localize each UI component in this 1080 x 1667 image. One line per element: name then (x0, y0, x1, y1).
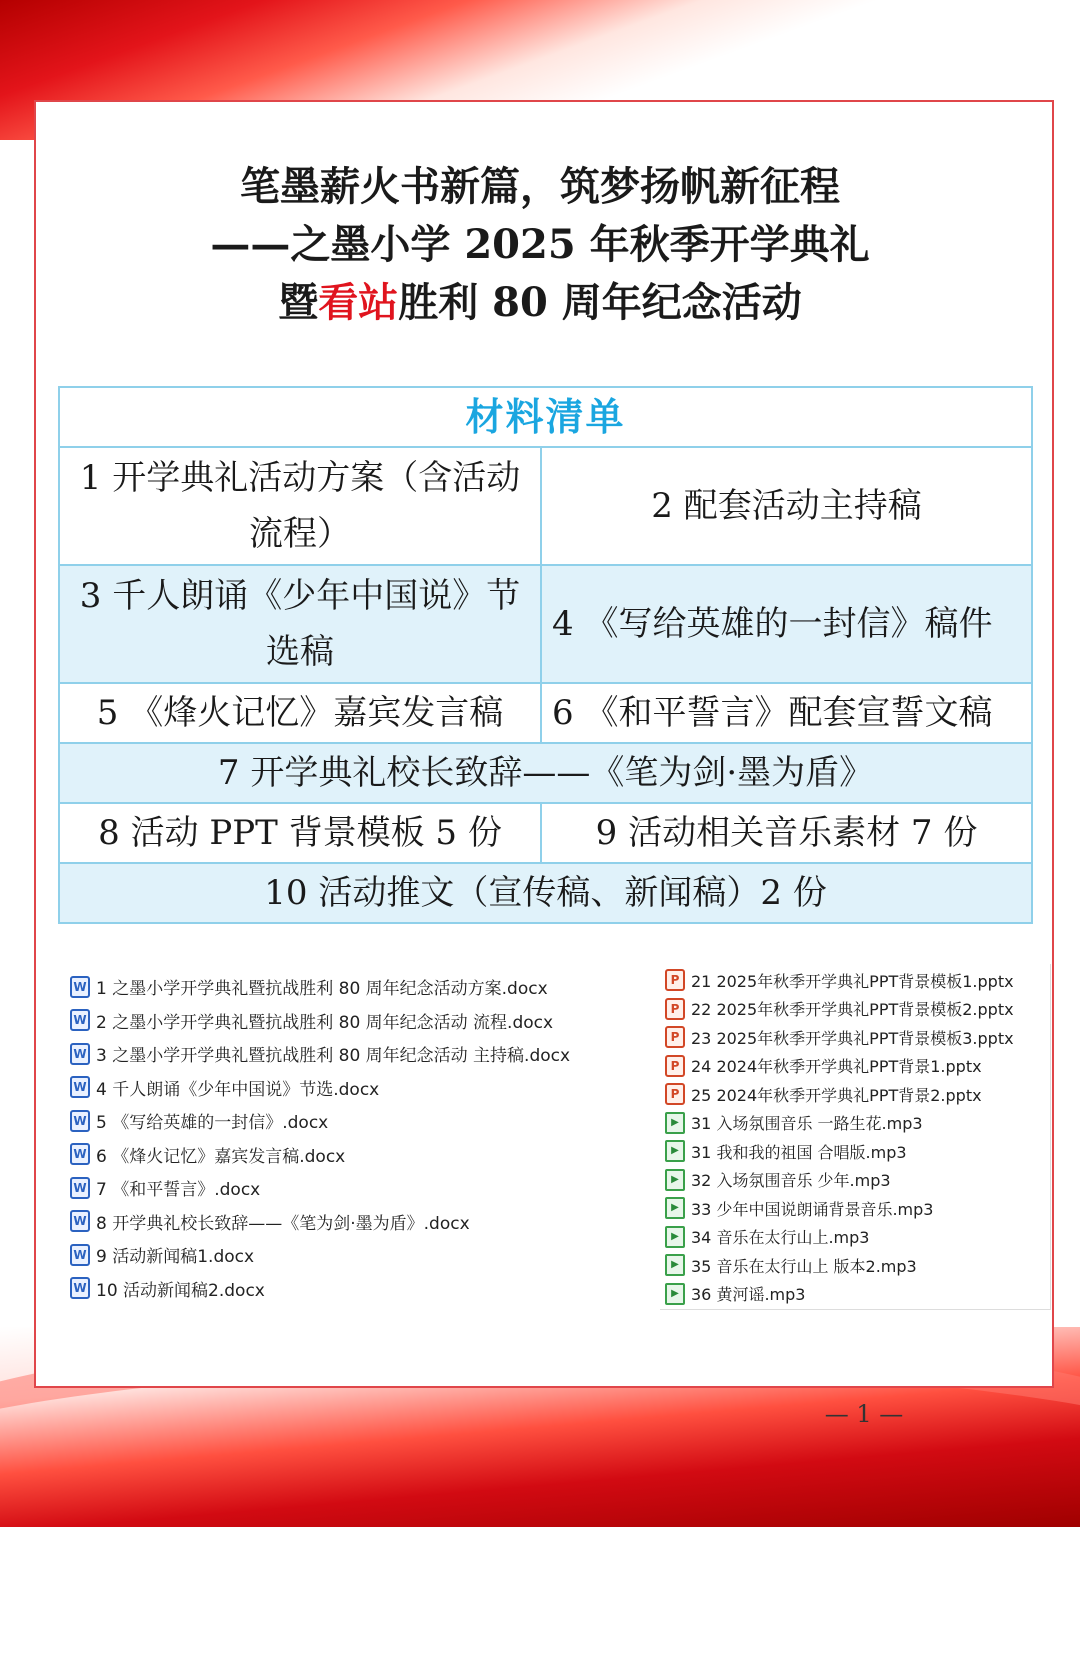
material-item: 4 《写给英雄的一封信》稿件 (541, 565, 1032, 683)
file-item[interactable] (665, 1023, 1014, 1052)
file-name: 6 《烽火记忆》嘉宾发言稿.docx (96, 1146, 346, 1167)
word-doc-icon (70, 976, 90, 998)
material-item: 5 《烽火记忆》嘉宾发言稿 (59, 683, 541, 743)
file-item[interactable] (70, 1272, 570, 1306)
page-title (0, 158, 1080, 332)
material-item: 3 千人朗诵《少年中国说》节选稿 (59, 565, 541, 683)
material-item: 9 活动相关音乐素材 7 份 (541, 803, 1032, 863)
file-name: 34 音乐在太行山上.mp3 (691, 1228, 870, 1248)
file-item[interactable] (70, 1037, 570, 1071)
title-red-text: 看站 (318, 279, 399, 326)
file-name: 35 音乐在太行山上 版本2.mp3 (691, 1256, 917, 1276)
word-doc-icon (70, 1043, 90, 1065)
word-doc-icon (70, 1143, 90, 1165)
file-name: 3 之墨小学开学典礼暨抗战胜利 80 周年纪念活动 主持稿.docx (96, 1046, 571, 1067)
ppt-file-icon (665, 998, 685, 1020)
file-name: 10 活动新闻稿2.docx (96, 1280, 265, 1301)
page-number: — 1 — (824, 1400, 904, 1428)
file-name: 33 少年中国说朗诵背景音乐.mp3 (691, 1199, 934, 1219)
material-item: 1 开学典礼活动方案（含活动流程） (59, 447, 541, 565)
word-doc-icon (70, 1277, 90, 1299)
file-item[interactable] (70, 1238, 570, 1272)
file-item[interactable] (665, 1194, 1014, 1223)
ppt-file-icon (665, 1083, 685, 1105)
mp3-file-icon (665, 1140, 685, 1162)
word-doc-icon (70, 1110, 90, 1132)
ppt-file-icon (665, 1055, 685, 1077)
word-doc-icon (70, 1210, 90, 1232)
file-item[interactable] (70, 1171, 570, 1205)
file-list-media (665, 966, 1014, 1308)
file-name: 36 黄河谣.mp3 (691, 1285, 806, 1305)
material-item: 7 开学典礼校长致辞——《笔为剑·墨为盾》 (59, 743, 1032, 803)
file-item[interactable] (70, 1071, 570, 1105)
file-name: 4 千人朗诵《少年中国说》节选.docx (96, 1079, 380, 1100)
material-item: 6 《和平誓言》配套宣誓文稿 (541, 683, 1032, 743)
file-item[interactable] (665, 995, 1014, 1024)
file-item[interactable] (665, 966, 1014, 995)
ppt-file-icon (665, 1026, 685, 1048)
title-line-2: ——之墨小学 2025 年秋季开学典礼 (210, 221, 870, 268)
file-item[interactable] (70, 1205, 570, 1239)
file-name: 5 《写给英雄的一封信》.docx (96, 1113, 329, 1134)
file-item[interactable] (665, 1080, 1014, 1109)
title-line-3: 暨看站胜利 80 周年纪念活动 (278, 279, 802, 326)
word-doc-icon (70, 1244, 90, 1266)
file-item[interactable] (665, 1280, 1014, 1309)
file-name: 24 2024年秋季开学典礼PPT背景1.pptx (691, 1057, 982, 1077)
file-item[interactable] (70, 1004, 570, 1038)
file-item[interactable] (665, 1251, 1014, 1280)
file-name: 31 入场氛围音乐 一路生花.mp3 (691, 1114, 923, 1134)
file-name: 9 活动新闻稿1.docx (96, 1247, 255, 1268)
file-name: 25 2024年秋季开学典礼PPT背景2.pptx (691, 1085, 982, 1105)
mp3-file-icon (665, 1226, 685, 1248)
mp3-file-icon (665, 1112, 685, 1134)
materials-table (58, 386, 1033, 924)
file-item[interactable] (665, 1166, 1014, 1195)
file-item[interactable] (665, 1223, 1014, 1252)
file-item[interactable] (665, 1137, 1014, 1166)
file-item[interactable] (70, 1104, 570, 1138)
material-item: 10 活动推文（宣传稿、新闻稿）2 份 (59, 863, 1032, 923)
file-item[interactable] (70, 970, 570, 1004)
file-item[interactable] (70, 1138, 570, 1172)
word-doc-icon (70, 1009, 90, 1031)
file-name: 22 2025年秋季开学典礼PPT背景模板2.pptx (691, 1000, 1014, 1020)
file-list-documents (70, 970, 570, 1305)
file-item[interactable] (665, 1052, 1014, 1081)
file-name: 2 之墨小学开学典礼暨抗战胜利 80 周年纪念活动 流程.docx (96, 1012, 554, 1033)
mp3-file-icon (665, 1254, 685, 1276)
file-name: 31 我和我的祖国 合唱版.mp3 (691, 1142, 907, 1162)
mp3-file-icon (665, 1169, 685, 1191)
file-name: 21 2025年秋季开学典礼PPT背景模板1.pptx (691, 971, 1014, 991)
title-line-1: 笔墨薪火书新篇，筑梦扬帆新征程 (240, 163, 840, 210)
word-doc-icon (70, 1177, 90, 1199)
word-doc-icon (70, 1076, 90, 1098)
file-item[interactable] (665, 1109, 1014, 1138)
material-item: 2 配套活动主持稿 (541, 447, 1032, 565)
mp3-file-icon (665, 1283, 685, 1305)
mp3-file-icon (665, 1197, 685, 1219)
ppt-file-icon (665, 969, 685, 991)
material-item: 8 活动 PPT 背景模板 5 份 (59, 803, 541, 863)
file-name: 1 之墨小学开学典礼暨抗战胜利 80 周年纪念活动方案.docx (96, 979, 548, 1000)
file-name: 23 2025年秋季开学典礼PPT背景模板3.pptx (691, 1028, 1014, 1048)
file-name: 8 开学典礼校长致辞——《笔为剑·墨为盾》.docx (96, 1213, 470, 1234)
file-name: 7 《和平誓言》.docx (96, 1180, 261, 1201)
materials-table-header: 材料清单 (59, 387, 1032, 447)
file-name: 32 入场氛围音乐 少年.mp3 (691, 1171, 891, 1191)
